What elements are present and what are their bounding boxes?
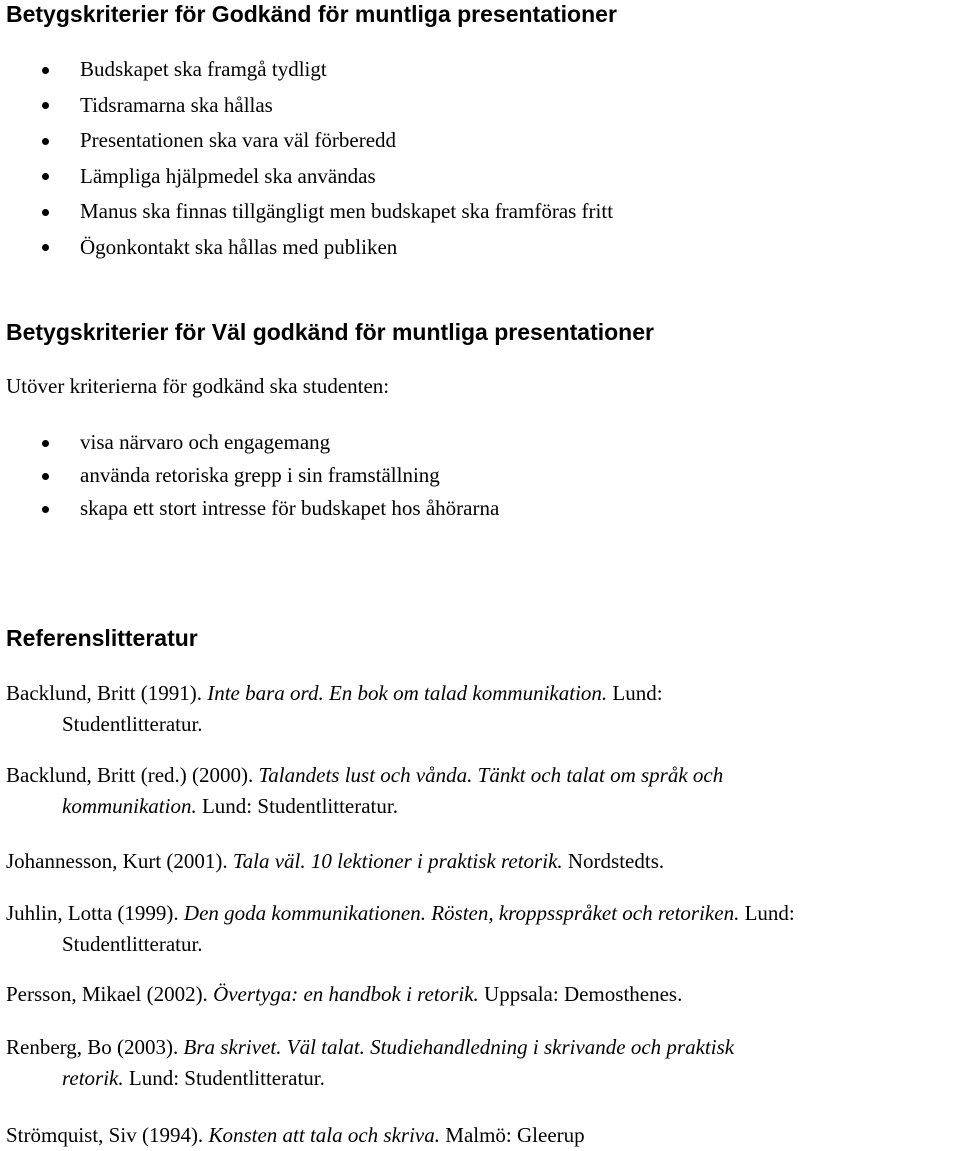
reference-entry [6, 979, 956, 1010]
reference-continuation: Studentlitteratur. [62, 712, 203, 736]
heading-godkand: Betygskriterier för Godkänd för muntliga presentationer [6, 1, 617, 27]
reference-entry [6, 1120, 956, 1151]
reference-publisher: Lund: Studentlitteratur. [196, 794, 398, 818]
reference-publisher: Lund: [607, 681, 663, 705]
reference-title: Konsten att tala och skriva. [208, 1123, 441, 1147]
reference-continuation: Studentlitteratur. [62, 932, 203, 956]
reference-continuation [6, 1063, 956, 1094]
reference-entry [6, 846, 956, 877]
reference-title-continuation: retorik. [62, 1066, 124, 1090]
list-item [0, 492, 499, 525]
heading-referenslitteratur: Referenslitteratur [6, 625, 198, 651]
list-item [0, 426, 499, 459]
list-item-text: Lämpliga hjälpmedel ska användas [80, 163, 376, 188]
bullet-icon [42, 473, 49, 480]
reference-continuation [6, 791, 956, 822]
list-item-text: Manus ska finnas tillgängligt men budskapet ska framföras fritt [80, 199, 614, 223]
list-item [0, 459, 499, 492]
reference-entry [6, 898, 956, 960]
list-item-text: Budskapet ska framgå tydligt [80, 57, 327, 81]
bullet-icon [42, 506, 49, 513]
val-godkand-criteria-list [0, 426, 499, 525]
bullet-icon [42, 440, 49, 447]
bullet-icon [42, 173, 49, 180]
reference-title: Den goda kommunikationen. Rösten, kroppsspråket och retoriken. [183, 901, 740, 925]
bullet-icon [42, 102, 49, 109]
reference-publisher: Uppsala: Demosthenes. [478, 982, 683, 1006]
val-godkand-intro: Utöver kriterierna för godkänd ska studenten: [6, 374, 390, 398]
list-item [0, 159, 613, 195]
heading-val-godkand: Betygskriterier för Väl godkänd för muntliga presentationer [6, 319, 654, 345]
list-item [0, 52, 613, 88]
bullet-icon [42, 209, 49, 216]
reference-author: Juhlin, Lotta (1999). [6, 901, 184, 925]
reference-publisher: Lund: [739, 901, 795, 925]
list-item-text: Tidsramarna ska hållas [80, 92, 273, 117]
list-item-text: använda retoriska grepp i sin framställning [80, 463, 440, 487]
reference-author: Persson, Mikael (2002). [6, 982, 214, 1006]
reference-author: Strömquist, Siv (1994). [6, 1123, 209, 1147]
reference-author: Renberg, Bo (2003). [6, 1035, 184, 1059]
reference-publisher: Nordstedts. [562, 849, 665, 873]
reference-title-continuation: kommunikation. [62, 794, 197, 818]
list-item [0, 194, 613, 230]
godkand-criteria-list [0, 52, 613, 265]
list-item-text: skapa ett stort intresse för budskapet hos åhörarna [80, 496, 500, 520]
list-item-text: Ögonkontakt ska hållas med publiken [80, 234, 398, 259]
reference-entry [6, 678, 956, 740]
reference-entry [6, 760, 956, 822]
list-item-text: visa närvaro och engagemang [80, 430, 331, 454]
reference-publisher: Lund: Studentlitteratur. [123, 1066, 325, 1090]
reference-author: Backlund, Britt (1991). [6, 681, 208, 705]
reference-title: Övertyga: en handbok i retorik. [213, 982, 479, 1006]
reference-author: Backlund, Britt (red.) (2000). [6, 763, 259, 787]
list-item [0, 123, 613, 159]
reference-publisher: Malmö: Gleerup [440, 1123, 585, 1147]
list-item [0, 230, 613, 266]
bullet-icon [42, 138, 49, 145]
reference-title: Bra skrivet. Väl talat. Studiehandledning i skrivande och praktisk [183, 1035, 735, 1059]
reference-entry [6, 1032, 956, 1094]
bullet-icon [42, 67, 49, 74]
reference-title: Inte bara ord. En bok om talad kommunikation. [207, 681, 608, 705]
bullet-icon [42, 244, 49, 251]
list-item [0, 88, 613, 124]
list-item-text: Presentationen ska vara väl förberedd [80, 128, 397, 152]
reference-title: Talandets lust och vånda. Tänkt och talat om språk och [258, 763, 724, 787]
reference-title: Tala väl. 10 lektioner i praktisk retorik. [232, 849, 563, 873]
reference-author: Johannesson, Kurt (2001). [6, 849, 233, 873]
